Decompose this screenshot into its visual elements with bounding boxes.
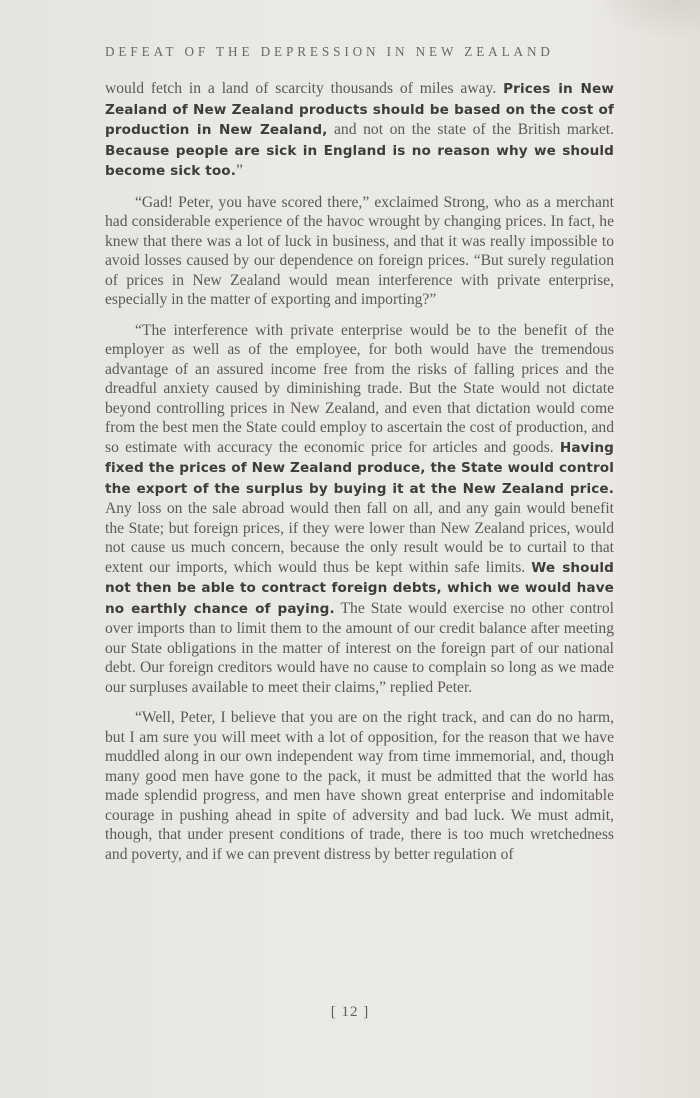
text-segment: “Gad! Peter, you have scored there,” exclaimed Strong, who as a merchant had considerable experience of the havoc wrought by changing prices. In fact, he knew that there was a lot of luck in business, and that it was really impossible to avoid losses caused by our dependence on foreign prices. “But surely regulation of prices in New Zealand would mean interference with private enterprise, especially in the matter of exporting and importing?” (105, 193, 614, 308)
emphasized-text-segment: Prices in New Zealand of New Zealand products should be based on the cost of production in New Zealand, (105, 81, 615, 138)
body-text (105, 79, 614, 875)
paragraph-peter-reply (105, 321, 614, 698)
text-segment: “The interference with private enterprise would be to the benefit of the employer as well as of the employee, for both would have the tremendous advantage of an assured income free from the risks of falling prices and the dreadful anxiety caused by diminishing trade. But the State would not dictate beyond controlling prices in New Zealand, and even that dictation would come from the best men the State could employ to ascertain the cost of production, and so estimate with accuracy the economic price for articles and goods. (105, 321, 614, 456)
text-segment: and not on the state of the British market. (327, 121, 615, 138)
page-number: [ 12 ] (330, 1004, 370, 1020)
emphasized-text-segment: We should not then be able to contract foreign debts, which we would have no earthly chance of paying. (105, 559, 614, 617)
running-head: DEFEAT OF THE DEPRESSION IN NEW ZEALAND (105, 44, 554, 59)
text-segment: ” (236, 162, 243, 179)
page-edge-stain (590, 0, 700, 40)
paragraph-strong-response (105, 708, 614, 864)
paragraph-continued (105, 79, 614, 182)
text-segment: Any loss on the sale abroad would then fall on all, and any gain would benefit the State; but foreign prices, if they were lower than New Zealand prices, would not cause us much concern, because the only result would be to curtail to that extent our imports, which would thus be kept within safe limits. (105, 500, 614, 576)
text-segment: “Well, Peter, I believe that you are on the right track, and can do no harm, but I am sure you will meet with a lot of opposition, for the reason that we have muddled along in our own independent way from time immemorial, and, though many good men have gone to the pack, it must be admitted that the world has made splendid progress, and men have shown great enterprise and indomitable courage in pushing ahead in spite of adversity and bad luck. We must admit, though, that under present conditions of trade, there is too much wretchedness and poverty, and if we can prevent distress by better regulation of (105, 709, 614, 863)
text-segment: The State would exercise no other control over imports than to limit them to the amount of our credit balance after meeting our State obligations in the matter of interest on the foreign part of our national debt. Our foreign creditors would have no cause to complain so long as we made our surpluses available to meet their claims,” replied Peter. (105, 599, 614, 696)
emphasized-text-segment: Because people are sick in England is no reason why we should become sick too. (105, 142, 614, 179)
paragraph-strong-reply (105, 193, 614, 310)
text-segment: would fetch in a land of scarcity thousands of miles away. (105, 80, 504, 97)
emphasized-text-segment: Having fixed the prices of New Zealand produce, the State would control the export of the surplus by buying it at the New Zealand price. (105, 439, 614, 497)
